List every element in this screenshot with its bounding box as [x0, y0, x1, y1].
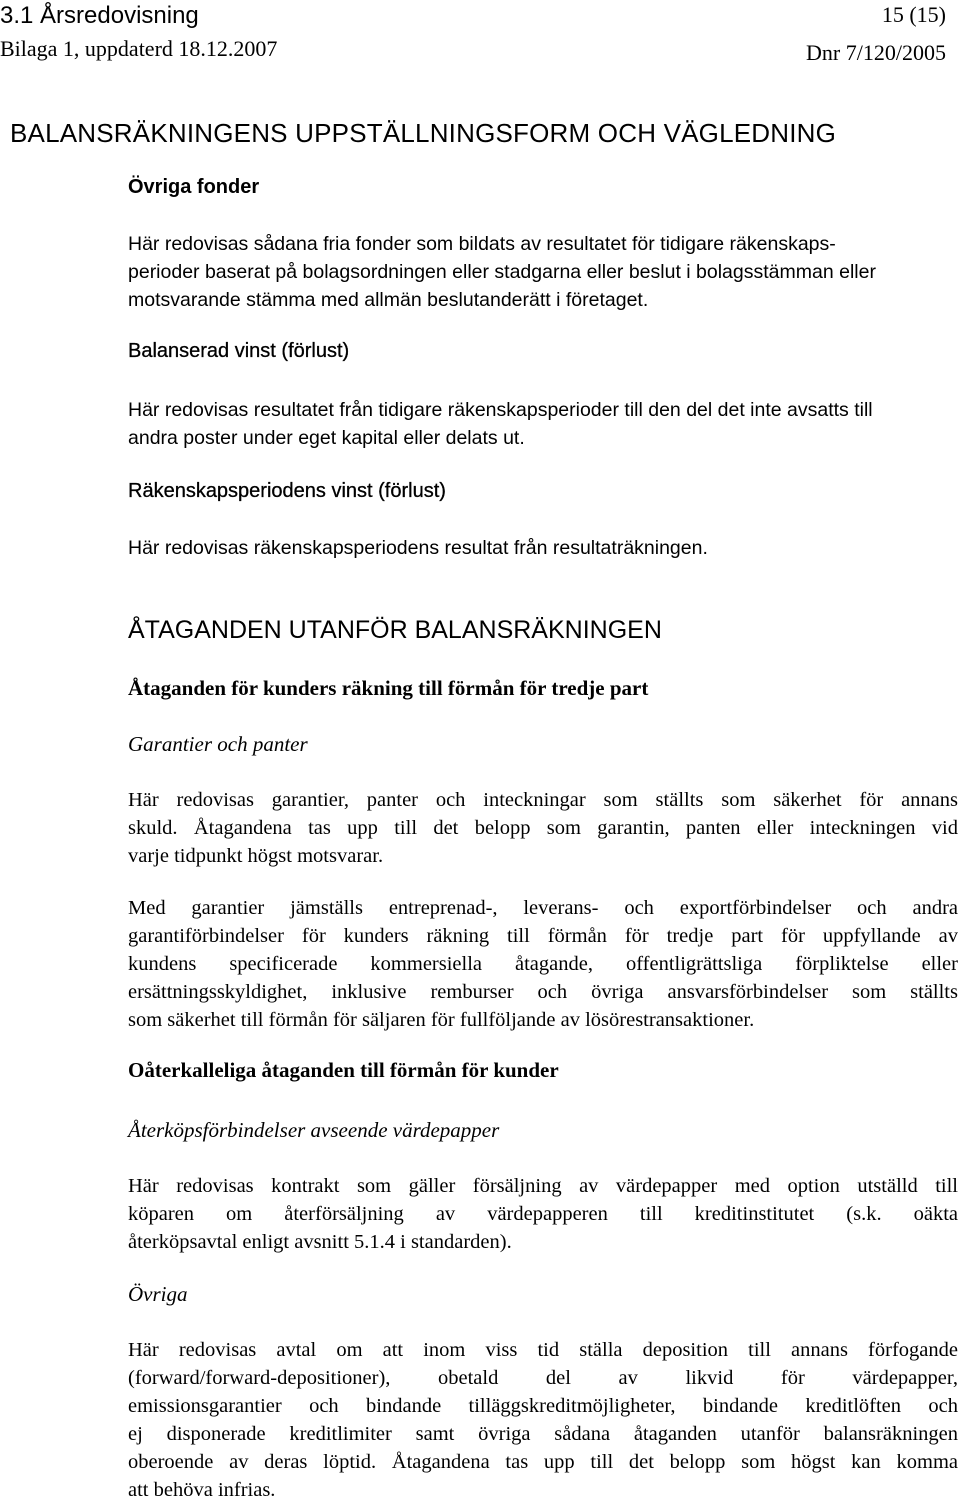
text-line: Här redovisas garantier, panter och inteckningar som ställts som säkerhet för annans [128, 789, 958, 811]
text-line: Här redovisas avtal om att inom viss tid ställa deposition till annans förfogande [128, 1339, 958, 1361]
paragraph-balanserad-vinst [128, 396, 958, 452]
header-subtitle: Bilaga 1, uppdaterd 18.12.2007 [0, 36, 278, 61]
subheading-kunders-rakning: Åtaganden för kunders räkning till förmån för tredje part [128, 676, 649, 700]
paragraph-ovriga-fonder [128, 230, 958, 314]
section-heading-ovriga-fonder: Övriga fonder [128, 176, 260, 198]
text-line: motsvarande stämma med allmän beslutanderätt i företaget. [128, 289, 649, 311]
main-heading: BALANSRÄKNINGENS UPPSTÄLLNINGSFORM OCH VÄGLEDNING [10, 118, 837, 148]
subheading-ovriga: Övriga [128, 1282, 188, 1306]
paragraph-garantier-2 [128, 894, 958, 1034]
text-line: Här redovisas kontrakt som gäller försäljning av värdepapper med option utställd till [128, 1175, 958, 1197]
paragraph-ovriga [128, 1336, 958, 1504]
text-line: kundens specificerade kommersiella åtagande, offentligrättsliga förpliktelse eller [128, 953, 958, 975]
text-line: att behöva infrias. [128, 1479, 276, 1501]
text-line: återköpsavtal enligt avsnitt 5.1.4 i standarden). [128, 1231, 512, 1253]
subheading-aterkopsforbindelser: Återköpsförbindelser avseende värdepapper [128, 1118, 500, 1142]
text-line: Här redovisas resultatet från tidigare räkenskapsperioder till den del det inte avsatts till [128, 399, 873, 421]
text-line: ersättningsskyldighet, inklusive remburser och övriga ansvarsförbindelser som ställts [128, 981, 958, 1003]
text-line: garantiförbindelser för kunders räkning till förmån för tredje part för uppfyllande av [128, 925, 958, 947]
paragraph-rakenskapsperiodens-vinst [128, 534, 958, 562]
section-heading-ataganden: ÅTAGANDEN UTANFÖR BALANSRÄKNINGEN [128, 616, 662, 644]
text-line: som säkerhet till förmån för säljaren för fullföljande av lösörestransaktioner. [128, 1009, 755, 1031]
text-line: andra poster under eget kapital eller delats ut. [128, 427, 525, 449]
paragraph-aterkop [128, 1172, 958, 1256]
subheading-oaterkalleliga: Oåterkalleliga åtaganden till förmån för kunder [128, 1058, 559, 1082]
text-line: ej disponerade kreditlimiter samt övriga sådana åtaganden utanför balansräkningen [128, 1423, 958, 1445]
text-line: perioder baserat på bolagsordningen eller stadgarna eller beslut i bolagsstämman eller [128, 261, 876, 283]
text-line: emissionsgarantier och bindande tilläggskreditmöjligheter, bindande kreditlöften och [128, 1395, 958, 1417]
text-line: Här redovisas sådana fria fonder som bildats av resultatet för tidigare räkenskaps- [128, 233, 836, 255]
text-line: Här redovisas räkenskapsperiodens resultat från resultaträkningen. [128, 537, 708, 559]
section-heading-balanserad-vinst: Balanserad vinst (förlust) [128, 340, 350, 362]
text-line: oberoende av deras löptid. Åtagandena tas upp till det belopp som högst kan komma [128, 1451, 958, 1473]
page-number: 15 (15) [881, 2, 946, 27]
paragraph-garantier-1 [128, 786, 958, 870]
text-line: (forward/forward-depositioner), obetald del av likvid för värdepapper, [128, 1367, 958, 1389]
document-number: Dnr 7/120/2005 [806, 40, 946, 65]
text-line: varje tidpunkt högst motsvarar. [128, 845, 384, 867]
text-line: köparen om återförsäljning av värdepapperen till kreditinstitutet (s.k. oäkta [128, 1203, 958, 1225]
text-line: skuld. Åtagandena tas upp till det belopp som garantin, panten eller inteckningen vid [128, 817, 958, 839]
subheading-garantier: Garantier och panter [128, 732, 308, 756]
header-title: 3.1 Årsredovisning [0, 2, 199, 29]
section-heading-rakenskapsperiodens-vinst: Räkenskapsperiodens vinst (förlust) [128, 480, 446, 502]
text-line: Med garantier jämställs entreprenad-, leverans- och exportförbindelser och andra [128, 897, 958, 919]
